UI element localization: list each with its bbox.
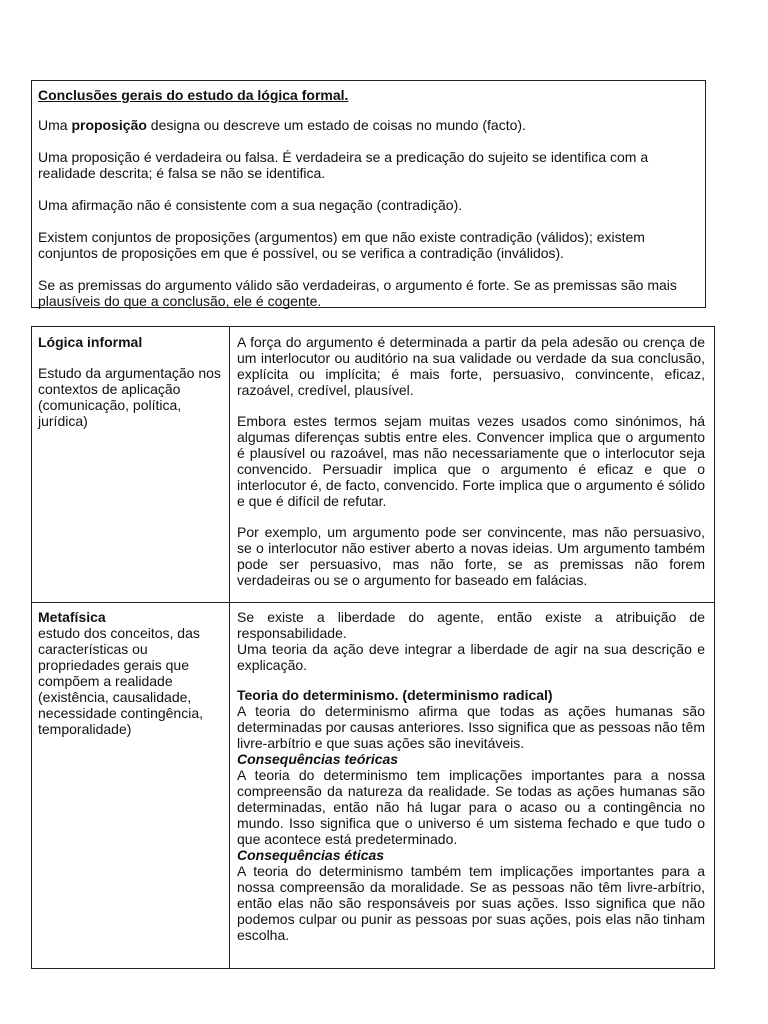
row-divider xyxy=(32,602,714,603)
summary-paragraph-2: Uma proposição é verdadeira ou falsa. É verdadeira se a predicação do sujeito se identifica com a realidade descrita; é falsa se não se identifica. xyxy=(38,149,649,181)
ethical-consequences-text: A teoria do determinismo também tem implicações importantes para a nossa compreensão da moralidade. Se as pessoas não têm livre-arbítrio, então elas não são responsáveis por suas ações. Isso significa que não podemos culpar ou punir as pessoas por suas ações, pois elas não tinham escolha. xyxy=(237,863,705,943)
column-divider xyxy=(229,327,230,968)
metaphysics-intro-2: Uma teoria da ação deve integrar a liberdade de agir na sua descrição e explicação. xyxy=(237,641,705,673)
metaphysics-content-cell xyxy=(237,609,705,943)
metaphysics-title: Metafísica xyxy=(38,609,106,625)
summary-paragraph-1: Uma proposição designa ou descreve um estado de coisas no mundo (facto). xyxy=(38,117,526,133)
metaphysics-label-cell xyxy=(38,609,224,737)
informal-logic-paragraph-3: Por exemplo, um argumento pode ser convincente, mas não persuasivo, se o interlocutor não estiver aberto a novas ideias. Um argumento também pode ser persuasivo, mas não forte, se as premissas não forem verdadeiras ou se o argumento for baseado em falácias. xyxy=(237,524,705,588)
determinism-text: A teoria do determinismo afirma que todas as ações humanas são determinadas por causas anteriores. Isso significa que as pessoas não têm livre-arbítrio e que suas ações são inevitáveis. xyxy=(237,703,705,751)
summary-paragraph-3: Uma afirmação não é consistente com a sua negação (contradição). xyxy=(38,197,463,213)
theoretical-consequences-text: A teoria do determinismo tem implicações importantes para a nossa compreensão da natureza da realidade. Se todas as ações humanas são determinadas, então não há lugar para o acaso ou a contingência no mundo. Isso significa que o universo é um sistema fechado e que tudo o que acontece está predeterminado. xyxy=(237,767,705,847)
informal-logic-label-cell xyxy=(38,334,224,429)
summary-paragraph-5: Se as premissas do argumento válido são verdadeiras, o argumento é forte. Se as premissas são mais plausíveis do que a conclusão, ele é cogente. xyxy=(38,277,677,309)
informal-logic-paragraph-1: A força do argumento é determinada a partir da pela adesão ou crença de um interlocutor ou auditório na sua validade ou verdade da sua conclusão, explícita ou implícita; é mais forte, persuasivo, convincente, eficaz, razoável, credível, plausível. xyxy=(237,334,705,398)
informal-logic-description: Estudo da argumentação nos contextos de aplicação (comunicação, política, jurídica) xyxy=(38,365,221,429)
summary-paragraph-4: Existem conjuntos de proposições (argumentos) em que não existe contradição (válidos); existem conjuntos de proposições em que é possível, ou se verifica a contradição (inválidos). xyxy=(38,229,645,261)
ethical-consequences-heading: Consequências éticas xyxy=(237,847,385,863)
determinism-heading: Teoria do determinismo. (determinismo radical) xyxy=(237,687,553,703)
metaphysics-description: estudo dos conceitos, das características ou propriedades gerais que compõem a realidade (existência, causalidade, necessidade contingência, temporalidade) xyxy=(38,625,204,737)
informal-logic-paragraph-2: Embora estes termos sejam muitas vezes usados como sinónimos, há algumas diferenças subtis entre eles. Convencer implica que o argumento é plausível ou razoável, mas não necessariamente que o interlocutor seja convencido. Persuadir implica que o argumento é eficaz e que o interlocutor é, de facto, convencido. Forte implica que o argumento é sólido e que é difícil de refutar. xyxy=(237,413,705,509)
summary-box xyxy=(31,80,706,308)
summary-title: Conclusões gerais do estudo da lógica formal. xyxy=(38,87,349,103)
informal-logic-content-cell xyxy=(237,334,705,588)
metaphysics-intro-1: Se existe a liberdade do agente, então existe a atribuição de responsabilidade. xyxy=(237,609,705,641)
theoretical-consequences-heading: Consequências teóricas xyxy=(237,751,399,767)
informal-logic-title: Lógica informal xyxy=(38,334,143,350)
topics-table xyxy=(31,326,715,969)
